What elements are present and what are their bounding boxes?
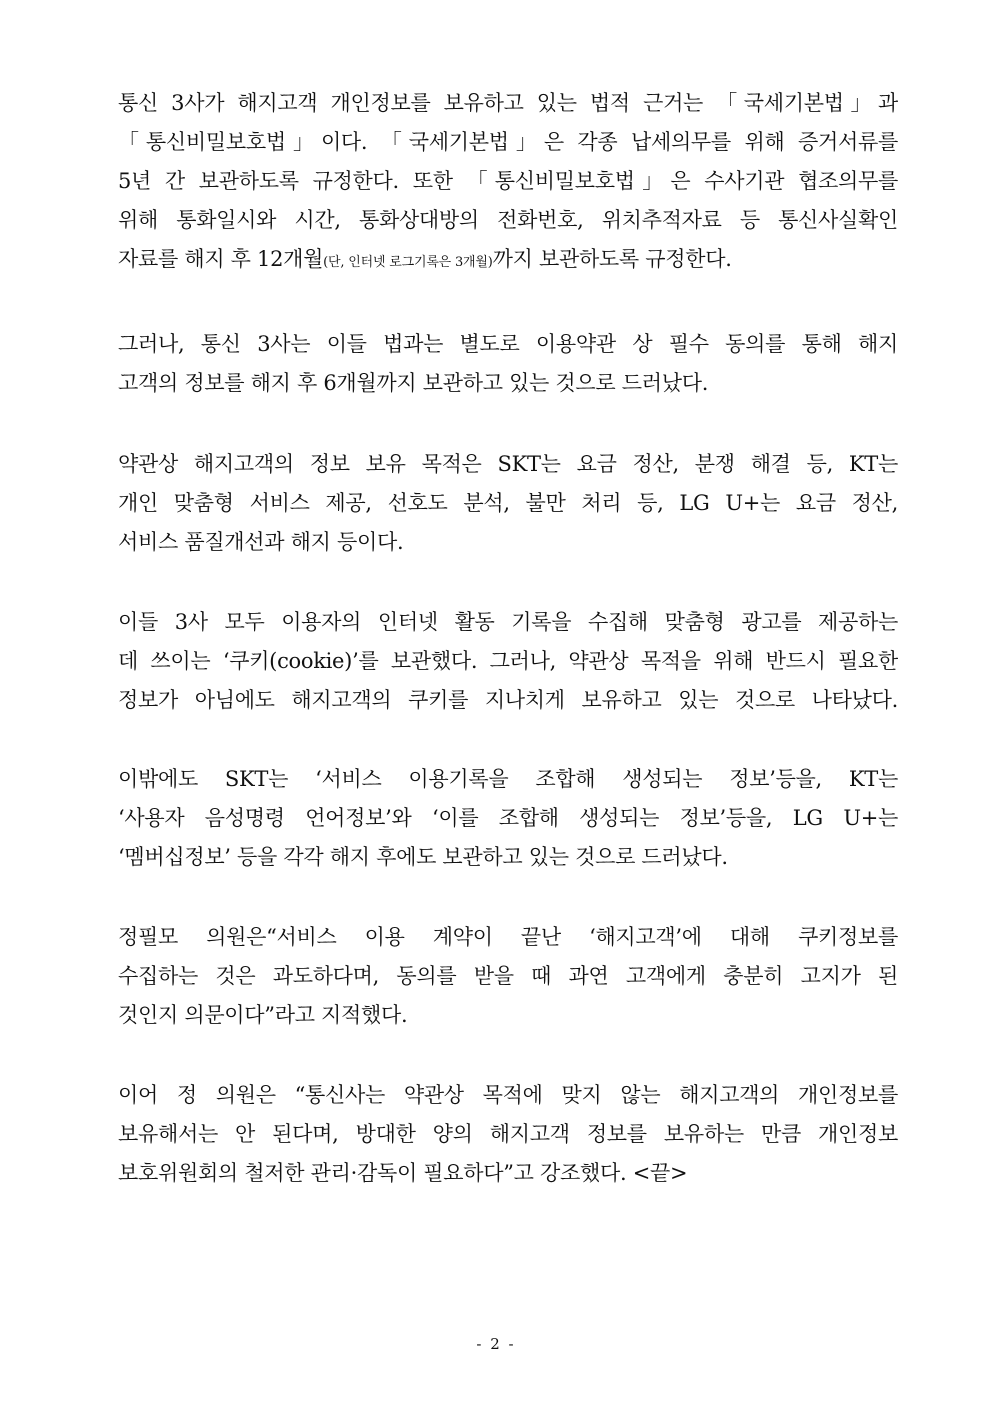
text-line: 위해 통화일시와 시간, 통화상대방의 전화번호, 위치추적자료 등 통신사실확인: [118, 208, 898, 232]
page-number: - 2 -: [476, 1335, 516, 1353]
text-line: 약관상 해지고객의 정보 보유 목적은 SKT는 요금 정산, 분쟁 해결 등, KT는: [118, 452, 898, 476]
text-line: 통신 3사가 해지고객 개인정보를 보유하고 있는 법적 근거는 「국세기본법」과: [118, 91, 898, 115]
text-line: 개인 맞춤형 서비스 제공, 선호도 분석, 불만 처리 등, LG U+는 요금 정산,: [118, 491, 898, 515]
paragraph-cookies: [118, 603, 898, 720]
text-line: 이들 3사 모두 이용자의 인터넷 활동 기록을 수집해 맞춤형 광고를 제공하는: [118, 610, 898, 634]
text-line: 보호위원회의 철저한 관리·감독이 필요하다”고 강조했다. <끝>: [118, 1161, 688, 1185]
text-line: 수집하는 것은 과도하다며, 동의를 받을 때 과연 고객에게 충분히 고지가 된: [118, 964, 898, 988]
paragraph-retention-period: [118, 325, 898, 403]
text-line: 고객의 정보를 해지 후 6개월까지 보관하고 있는 것으로 드러났다.: [118, 371, 709, 395]
text-line: 5년 간 보관하도록 규정한다. 또한 「통신비밀보호법」은 수사기관 협조의무를: [118, 169, 898, 193]
text-footnote-inline: (단, 인터넷 로그기록은 3개월): [323, 255, 493, 270]
paragraph-legal-basis: [118, 84, 898, 279]
text-line: 이밖에도 SKT는 ‘서비스 이용기록을 조합해 생성되는 정보’등을, KT는: [118, 767, 898, 791]
text-line: 데 쓰이는 ‘쿠키(cookie)’를 보관했다. 그러나, 약관상 목적을 위해 반드시 필요한: [118, 649, 898, 673]
text-line: 정필모 의원은“서비스 이용 계약이 끝난 ‘해지고객’에 대해 쿠키정보를: [118, 925, 898, 949]
text-line-mixed: [118, 240, 898, 279]
paragraph-other-info: [118, 760, 898, 877]
text-line: 이어 정 의원은 “통신사는 약관상 목적에 맞지 않는 해지고객의 개인정보를: [118, 1083, 898, 1107]
paragraph-purposes: [118, 445, 898, 562]
text-line: 그러나, 통신 3사는 이들 법과는 별도로 이용약관 상 필수 동의를 통해 해지: [118, 332, 898, 356]
text-segment: 자료를 해지 후 12개월: [118, 247, 324, 271]
paragraph-lawmaker-quote-1: [118, 918, 898, 1035]
text-line: 보유해서는 안 된다며, 방대한 양의 해지고객 정보를 보유하는 만큼 개인정보: [118, 1122, 898, 1146]
text-line: 「통신비밀보호법」이다. 「국세기본법」은 각종 납세의무를 위해 증거서류를: [118, 130, 898, 154]
text-line: 것인지 의문이다”라고 지적했다.: [118, 1003, 408, 1027]
text-segment: 까지 보관하도록 규정한다.: [492, 247, 732, 271]
text-line: 정보가 아님에도 해지고객의 쿠키를 지나치게 보유하고 있는 것으로 나타났다.: [118, 688, 898, 712]
text-line: ‘멤버십정보’ 등을 각각 해지 후에도 보관하고 있는 것으로 드러났다.: [118, 845, 728, 869]
text-line: ‘사용자 음성명령 언어정보’와 ‘이를 조합해 생성되는 정보’등을, LG U+는: [118, 806, 898, 830]
text-line: 서비스 품질개선과 해지 등이다.: [118, 530, 404, 554]
paragraph-lawmaker-quote-2: [118, 1076, 898, 1193]
